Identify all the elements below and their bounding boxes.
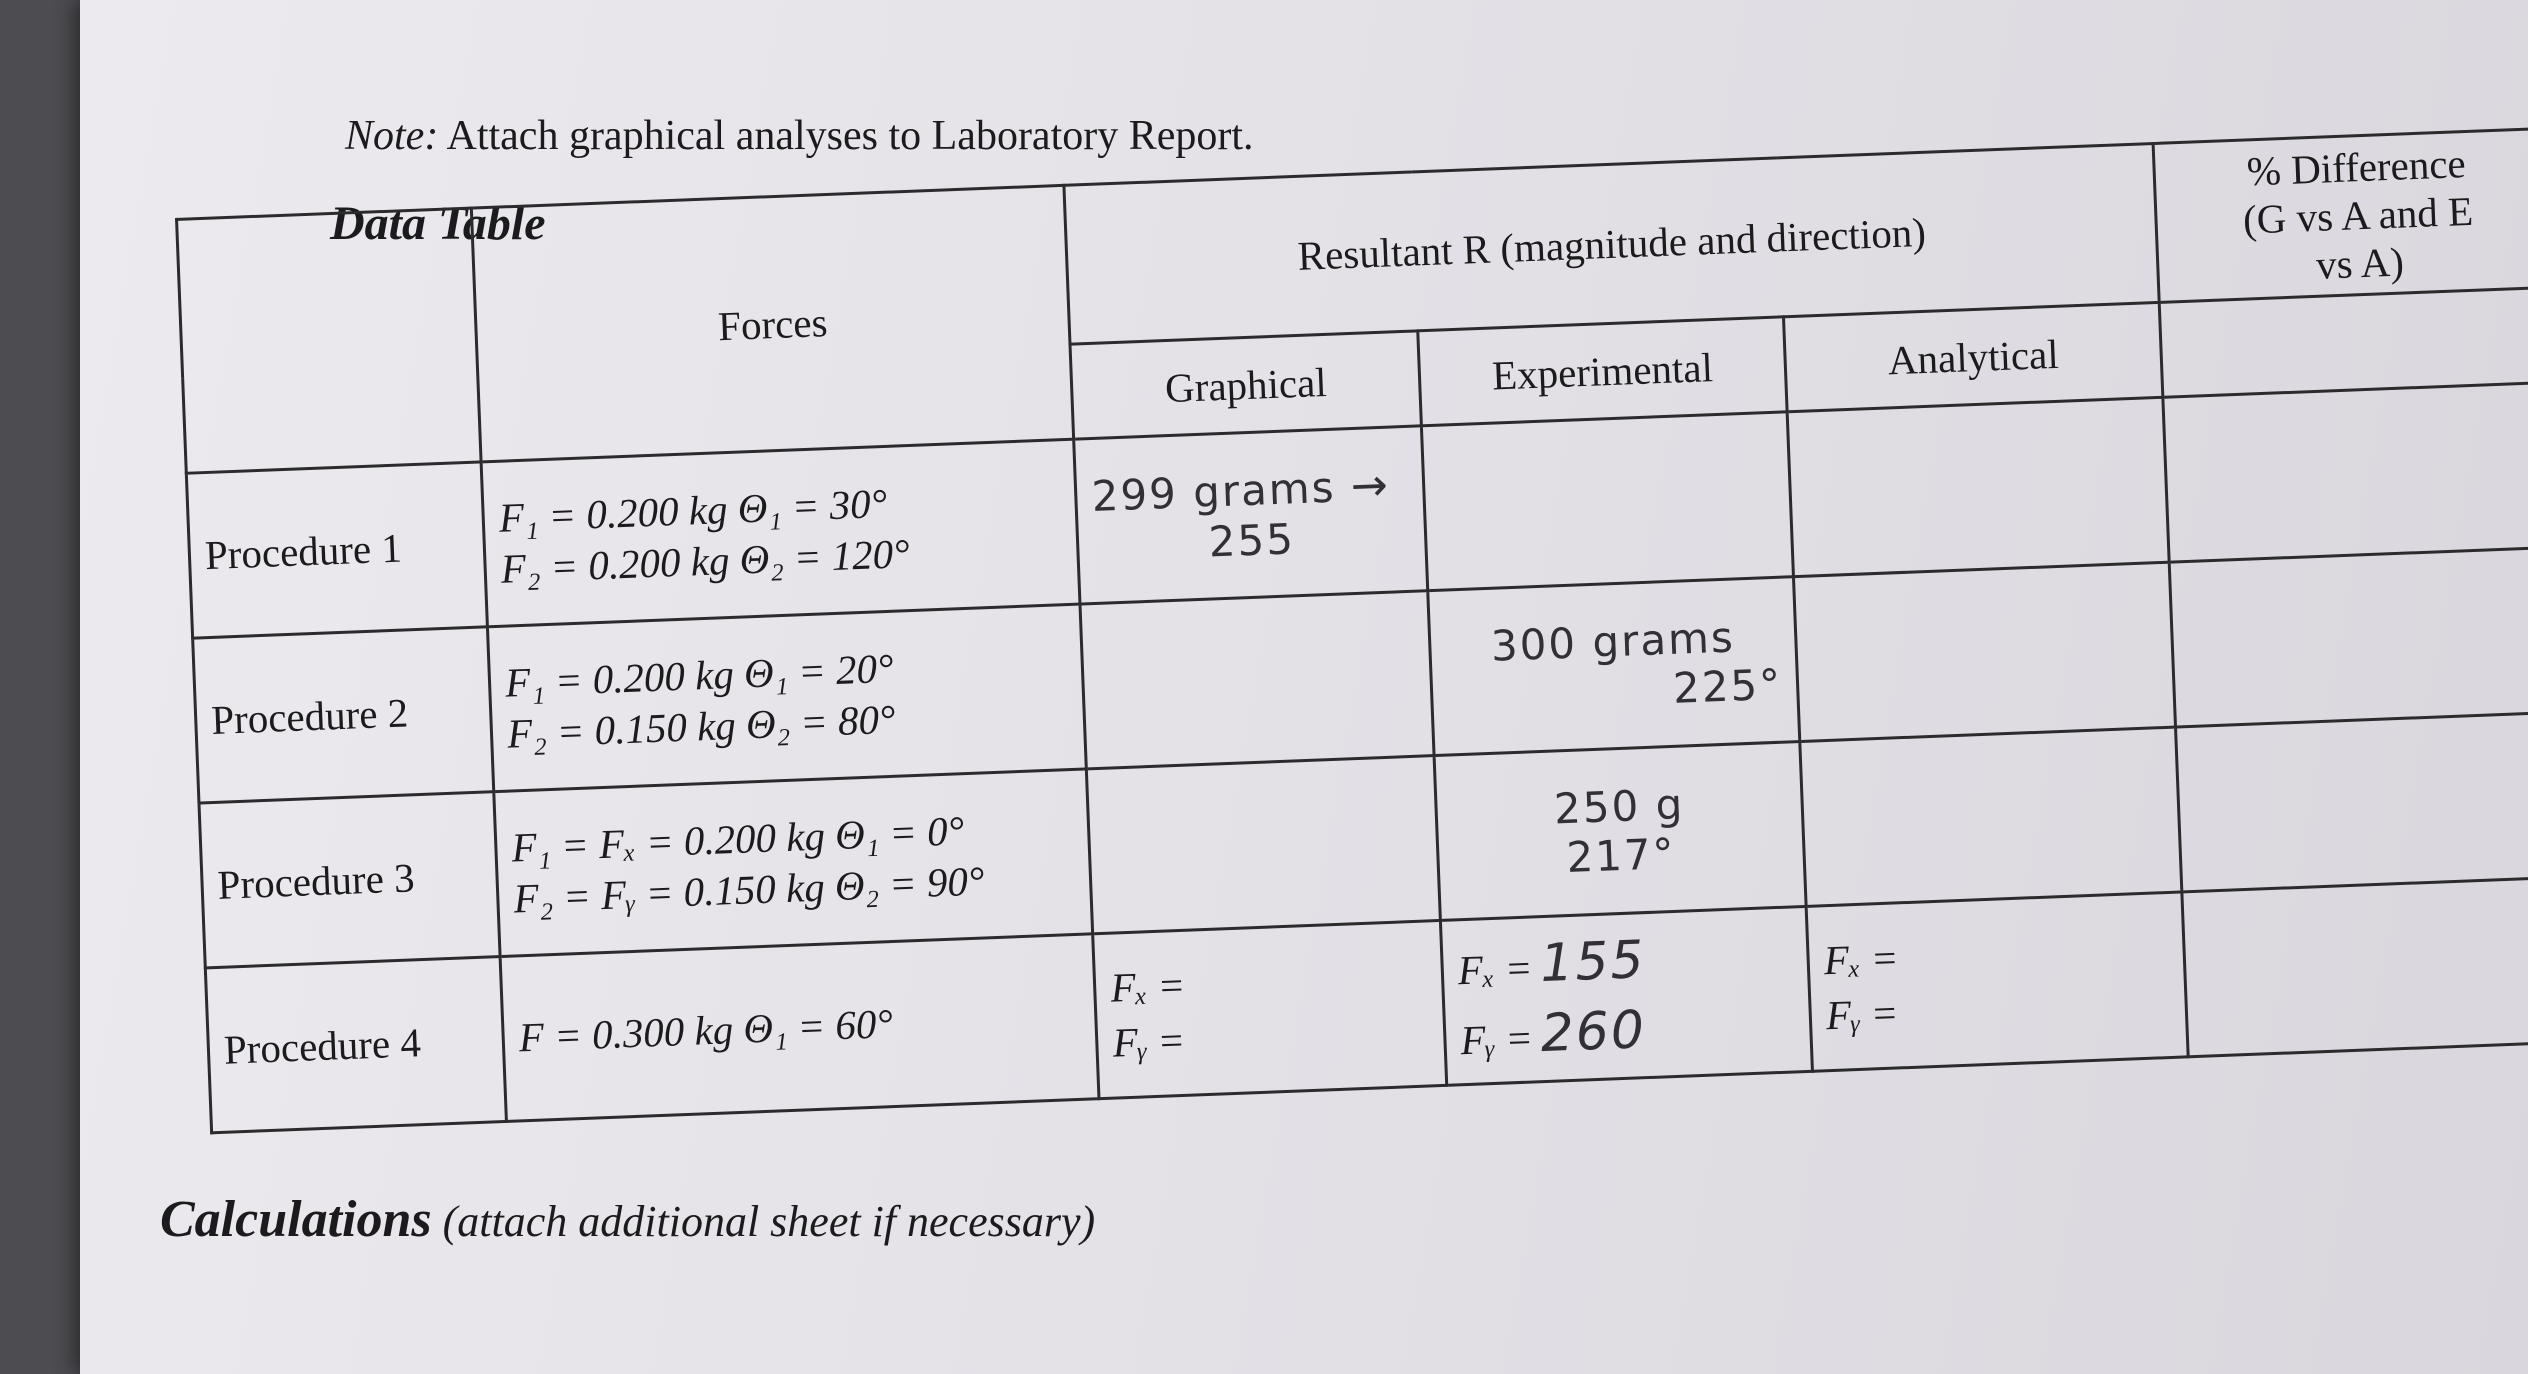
experimental-cell	[1421, 412, 1793, 591]
handwritten-direction: 217°	[1565, 828, 1677, 883]
fy-label: Fᵧ =	[1459, 1014, 1534, 1064]
handwritten-direction: 225°	[1672, 659, 1784, 713]
percent-header-line3: vs A)	[2315, 238, 2405, 288]
percent-cell	[2163, 382, 2528, 562]
force-line-2: F₂ = 0.200 kg Θ₂ = 120°	[500, 530, 911, 592]
force-line-1: F₁ = 0.200 kg Θ₁ = 30°	[498, 479, 888, 541]
handwritten-fy-value: 260	[1539, 1000, 1648, 1065]
calculations-label: Calculations	[160, 1191, 432, 1248]
force-line-2: F₂ = 0.150 kg Θ₂ = 80°	[506, 695, 897, 757]
force-line-2: F₂ = Fᵧ = 0.150 kg Θ₂ = 90°	[512, 857, 986, 922]
data-table-title: Data Table	[330, 197, 546, 250]
graphical-fy: Fᵧ =	[1111, 1016, 1186, 1066]
percent-cell	[2176, 712, 2528, 892]
note-label: Note:	[345, 113, 439, 159]
experimental-fy	[1459, 989, 1797, 1072]
fx-label: Fₓ =	[1456, 944, 1534, 994]
analytical-cell	[1800, 727, 2182, 906]
handwritten-fx-value: 155	[1539, 929, 1647, 994]
percent-cell	[2182, 876, 2528, 1056]
procedure-label: Procedure 2	[193, 627, 494, 803]
analytical-cell	[1787, 397, 2169, 576]
analytical-cell	[1794, 562, 2176, 741]
header-resultant: Resultant R (magnitude and direction)	[1064, 144, 2159, 345]
forces-cell	[481, 439, 1080, 627]
header-percent-blank	[2159, 287, 2528, 397]
handwritten-direction: 255	[1207, 514, 1296, 567]
analytical-fy: Fᵧ =	[1825, 989, 1900, 1039]
analytical-cell	[1806, 892, 2188, 1071]
force-line-1: F = 0.300 kg Θ₁ = 60°	[518, 1000, 894, 1061]
graphical-cell	[1080, 591, 1434, 769]
analytical-fx: Fₓ =	[1822, 934, 1900, 983]
experimental-cell	[1428, 577, 1800, 756]
data-table	[175, 126, 2528, 1134]
force-line-1: F₁ = Fₓ = 0.200 kg Θ₁ = 0°	[510, 806, 965, 871]
graphical-cell	[1093, 920, 1447, 1098]
procedure-label: Procedure 4	[205, 957, 506, 1133]
graphical-fx: Fₓ =	[1109, 961, 1187, 1011]
percent-header-line1: % Difference	[2245, 140, 2467, 195]
calculations-note: (attach additional sheet if necessary)	[431, 1197, 1096, 1246]
note-line	[345, 112, 1254, 160]
handwritten-magnitude: 300 grams	[1490, 612, 1736, 671]
handwritten-magnitude: 250 g	[1553, 779, 1686, 834]
header-forces: Forces	[472, 185, 1074, 462]
procedure-label: Procedure 1	[186, 462, 487, 638]
calculations-heading	[160, 1190, 1095, 1249]
forces-cell	[500, 934, 1099, 1122]
experimental-cell	[1434, 742, 1806, 921]
header-experimental: Experimental	[1418, 317, 1788, 426]
forces-cell	[494, 769, 1093, 957]
handwritten-magnitude: 299 grams	[1090, 462, 1337, 521]
worksheet-page	[80, 0, 2528, 1374]
experimental-cell	[1440, 906, 1812, 1085]
graphical-cell	[1074, 426, 1428, 604]
percent-header-line2: (G vs A and E	[2242, 187, 2474, 243]
note-text: Attach graphical analyses to Laboratory Report.	[438, 113, 1254, 159]
header-blank-cell	[177, 208, 482, 473]
arrow-right-icon: →	[1349, 459, 1391, 513]
forces-cell	[488, 604, 1087, 792]
procedure-label: Procedure 3	[199, 792, 500, 968]
experimental-fx	[1456, 919, 1794, 1002]
header-analytical: Analytical	[1784, 302, 2163, 411]
header-percent-difference	[2153, 128, 2528, 302]
percent-cell	[2169, 547, 2528, 727]
header-graphical: Graphical	[1070, 331, 1421, 439]
graphical-cell	[1087, 756, 1441, 934]
force-line-1: F₁ = 0.200 kg Θ₁ = 20°	[504, 644, 895, 706]
